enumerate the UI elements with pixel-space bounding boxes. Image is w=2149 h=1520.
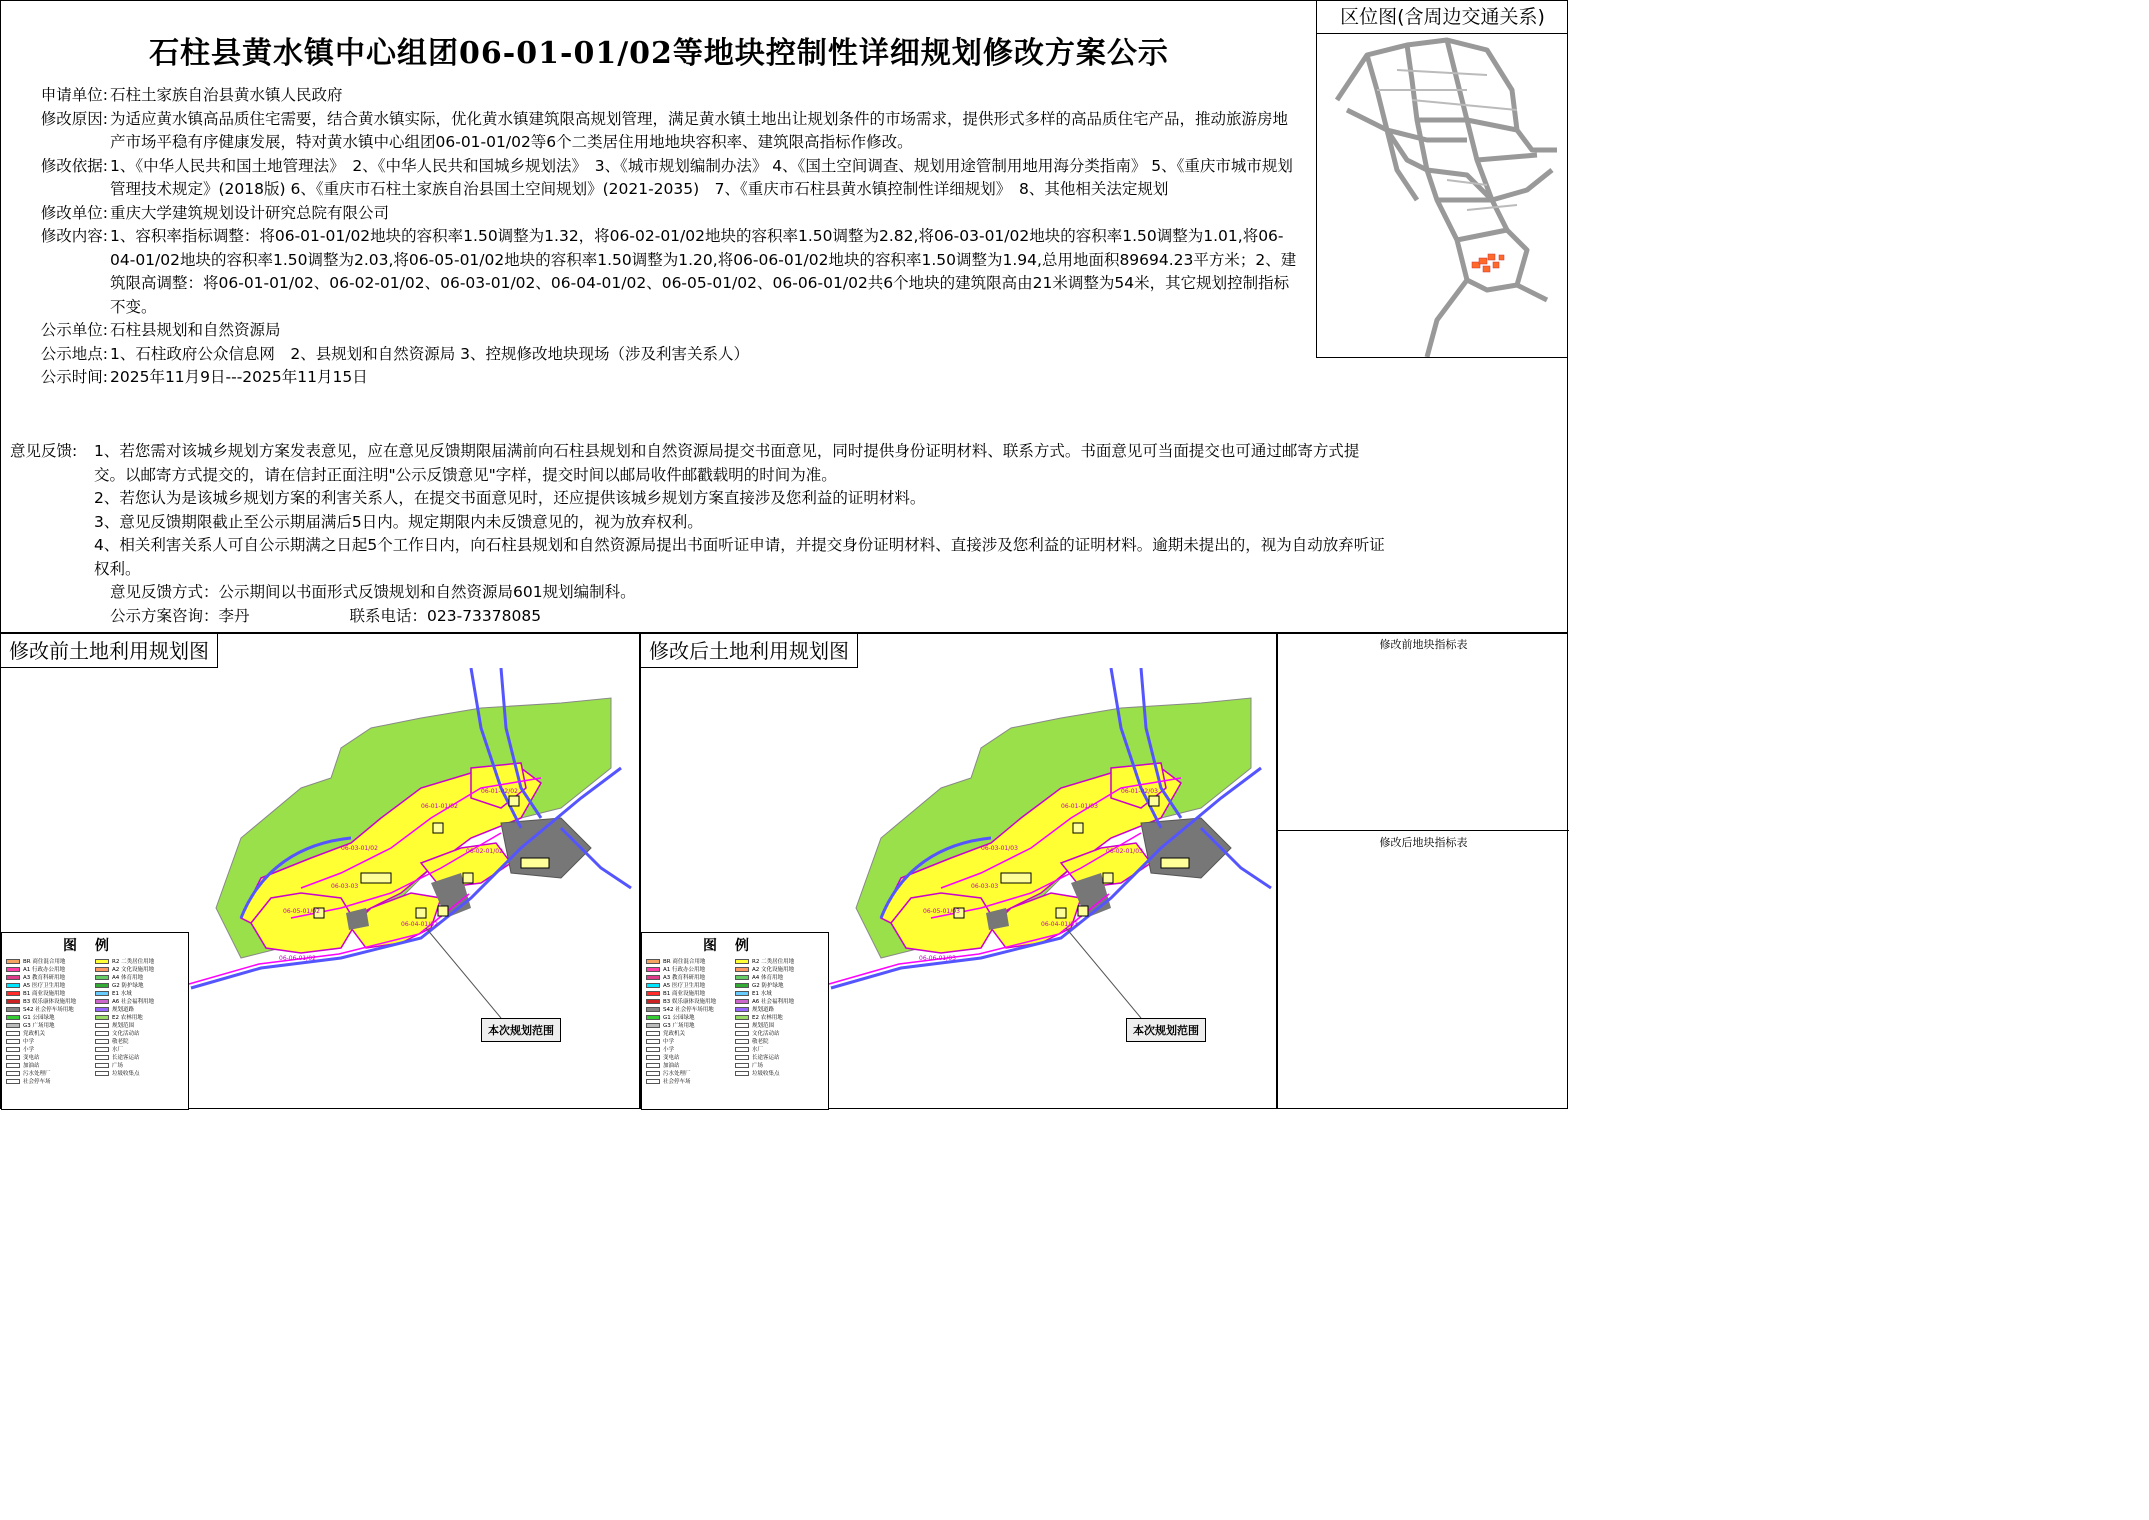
legend-swatch	[95, 1039, 109, 1044]
legend-swatch	[95, 1015, 109, 1020]
legend-swatch	[95, 959, 109, 964]
after-scope-label: 本次规划范围	[1126, 1018, 1206, 1042]
legend-swatch	[646, 967, 660, 972]
legend-swatch	[95, 991, 109, 996]
legend-label: 规划道路	[112, 1007, 135, 1013]
parcel-label: 06-03-01/03	[981, 845, 1018, 852]
row-value: 1、容积率指标调整：将06-01-01/02地块的容积率1.50调整为1.32，将06-02-01/02地块的容积率1.50调整为2.82,将06-03-01/02地块的容积率1.50调整为1.01,将06-04-01/02地块的容积率1.50调整为2.03,将06-05-01/02地块的容积率1.50调整为1.20,将06-06-01/02地块的容积率1.50调整为1.94,总用地面积89694.23平方米；2、建筑限高调整：将06-01-01/02、06-02-01/02、06-03-01/02、06-04-01/02、06-05-01/02、06-06-01/02共6个地块的建筑限高由21米调整为54米，其它规划控制指标不变。	[110, 227, 1297, 316]
legend-label: G3 广场用地	[23, 1023, 55, 1029]
legend-label: B3 娱乐康体设施用地	[663, 999, 717, 1005]
legend-item	[6, 1069, 95, 1077]
legend-label: 规划范围	[112, 1023, 135, 1029]
legend-swatch	[6, 1055, 20, 1060]
legend-swatch	[6, 1071, 20, 1076]
legend-swatch	[6, 1047, 20, 1052]
legend-label: R2 二类居住用地	[112, 959, 155, 965]
legend-item	[6, 1045, 95, 1053]
legend-label: A2 文化设施用地	[112, 967, 155, 973]
location-map-graphic	[1317, 0, 1568, 357]
legend-swatch	[735, 1047, 749, 1052]
legend-item	[95, 1061, 184, 1069]
legend-label: 污水处理厂	[23, 1071, 51, 1077]
info-row	[10, 225, 1310, 319]
info-row	[10, 155, 1310, 202]
parcel-label: 06-03-03	[971, 883, 999, 890]
row-value: 石柱土家族自治县黄水镇人民政府	[110, 86, 343, 104]
legend-label: A6 社会福利用地	[752, 999, 795, 1005]
legend-label: S42 社会停车场用地	[23, 1007, 74, 1013]
legend-item	[646, 957, 735, 965]
legend-label: 中学	[663, 1039, 675, 1045]
legend-item	[735, 1029, 824, 1037]
legend-label: BR 商住混合用地	[663, 959, 706, 965]
legend-swatch	[646, 999, 660, 1004]
legend-swatch	[6, 983, 20, 988]
legend-item	[95, 1021, 184, 1029]
legend-swatch	[735, 1063, 749, 1068]
legend-label: 规划道路	[752, 1007, 775, 1013]
legend-label: 长途客运站	[752, 1055, 780, 1061]
legend-item	[646, 1069, 735, 1077]
info-row	[10, 319, 1310, 343]
legend-label: E2 农林用地	[112, 1015, 143, 1021]
legend-swatch	[646, 1079, 660, 1084]
parcel-label: 06-02-01/03	[1106, 848, 1143, 855]
parcel-label: 06-06-01/03	[919, 955, 956, 962]
legend-label: 党政机关	[23, 1031, 46, 1037]
legend-item	[6, 1013, 95, 1021]
legend-swatch	[6, 1063, 20, 1068]
legend-label: A4 体育用地	[752, 975, 784, 981]
legend-swatch	[95, 983, 109, 988]
parcel-label: 06-02-01/02	[466, 848, 503, 855]
legend-title: 图例	[703, 938, 767, 954]
legend-swatch	[646, 1031, 660, 1036]
legend-label: 敬老院	[752, 1039, 769, 1045]
legend-label: 加油站	[663, 1063, 680, 1069]
parcel-label: 06-05-01/02	[283, 908, 320, 915]
legend-label: 小学	[23, 1047, 35, 1053]
page-title: 石柱县黄水镇中心组团06-01-01/02等地块控制性详细规划修改方案公示	[149, 36, 1169, 71]
info-block	[10, 84, 1310, 390]
feedback-contact	[10, 605, 1400, 629]
legend-item	[95, 997, 184, 1005]
legend-right-col	[95, 957, 184, 1085]
legend-item	[646, 1077, 735, 1085]
legend-swatch	[6, 1015, 20, 1020]
legend-label: A1 行政办公用地	[663, 967, 706, 973]
parcel-label: 06-04-01/03	[1041, 921, 1078, 928]
legend-label: 垃圾收集点	[752, 1071, 780, 1077]
legend-left-col	[646, 957, 735, 1085]
legend-swatch	[646, 975, 660, 980]
legend-swatch	[6, 1007, 20, 1012]
legend-item	[646, 973, 735, 981]
legend-swatch	[646, 959, 660, 964]
legend-label: G2 防护绿地	[752, 983, 784, 989]
legend-item	[735, 981, 824, 989]
legend-swatch	[6, 959, 20, 964]
legend-swatch	[646, 1023, 660, 1028]
feedback-block	[10, 440, 1400, 628]
row-label: 修改依据:	[40, 156, 108, 175]
parcel-label: 06-03-01/02	[341, 845, 378, 852]
parcel-label: 06-01-02/03	[1121, 788, 1158, 795]
legend-label: 党政机关	[663, 1031, 686, 1037]
legend-item	[735, 1045, 824, 1053]
feedback-p2: 2、若您认为是该城乡规划方案的利害关系人，在提交书面意见时，还应提供该城乡规划方案直接涉及您利益的证明材料。	[94, 489, 926, 507]
before-legend	[1, 932, 189, 1110]
parcel-label: 06-04-01/02	[401, 921, 438, 928]
legend-item	[6, 1021, 95, 1029]
legend-label: E1 水域	[752, 991, 772, 997]
legend-swatch	[646, 991, 660, 996]
before-map-title: 修改前土地利用规划图	[1, 634, 218, 668]
legend-item	[646, 1021, 735, 1029]
legend-item	[95, 1005, 184, 1013]
legend-label: A3 教育科研用地	[23, 975, 66, 981]
location-map-title: 区位图(含周边交通关系)	[1316, 0, 1568, 34]
legend-swatch	[735, 1039, 749, 1044]
after-map-panel	[640, 633, 1277, 1109]
info-row	[10, 343, 1310, 367]
legend-swatch	[95, 975, 109, 980]
row-value: 重庆大学建筑规划设计研究总院有限公司	[110, 203, 390, 222]
row-label: 公示时间:	[40, 368, 108, 386]
feedback-row	[10, 440, 1400, 487]
legend-item	[6, 1077, 95, 1085]
consult-text: 公示方案咨询：李丹	[110, 606, 250, 625]
legend-item	[735, 1053, 824, 1061]
legend-label: 变电站	[663, 1055, 680, 1061]
legend-item	[646, 997, 735, 1005]
legend-swatch	[6, 999, 20, 1004]
legend-label: G1 公园绿地	[23, 1015, 55, 1021]
legend-item	[6, 1053, 95, 1061]
legend-item	[6, 965, 95, 973]
legend-label: R2 二类居住用地	[752, 959, 795, 965]
parcel-label: 06-01-01/03	[1061, 803, 1098, 810]
legend-left-col	[6, 957, 95, 1085]
legend-swatch	[735, 1015, 749, 1020]
legend-item	[646, 981, 735, 989]
legend-item	[95, 973, 184, 981]
row-label: 公示地点:	[40, 344, 108, 363]
legend-item	[6, 1037, 95, 1045]
legend-label: G1 公园绿地	[663, 1015, 695, 1021]
feedback-p1: 1、若您需对该城乡规划方案发表意见，应在意见反馈期限届满前向石柱县规划和自然资源局提交书面意见，同时提供身份证明材料、联系方式。书面意见可当面提交也可通过邮寄方式提交。以邮寄方式提交的，请在信封正面注明"公示反馈意见"字样，提交时间以邮局收件邮戳载明的时间为准。	[94, 442, 1360, 484]
parcel-label: 06-01-02/02	[481, 788, 518, 795]
legend-item	[95, 1037, 184, 1045]
legend-item	[95, 981, 184, 989]
row-value: 2025年11月9日---2025年11月15日	[110, 368, 368, 386]
row-label: 修改单位:	[40, 203, 108, 222]
legend-label: G3 广场用地	[663, 1023, 695, 1029]
legend-swatch	[95, 999, 109, 1004]
info-row	[10, 202, 1310, 226]
legend-label: A1 行政办公用地	[23, 967, 66, 973]
legend-swatch	[646, 1007, 660, 1012]
legend-label: A5 医疗卫生用地	[23, 983, 66, 989]
legend-item	[735, 957, 824, 965]
legend-label: E1 水域	[112, 991, 132, 997]
legend-item	[95, 1053, 184, 1061]
before-index-title: 修改前地块指标表	[1379, 638, 1468, 651]
planning-site-marker	[1472, 254, 1504, 272]
legend-label: BR 商住混合用地	[23, 959, 66, 965]
legend-swatch	[646, 1047, 660, 1052]
legend-item	[646, 965, 735, 973]
legend-label: 中学	[23, 1039, 35, 1045]
legend-label: S42 社会停车场用地	[663, 1007, 714, 1013]
legend-label: B1 商业设施用地	[23, 991, 66, 997]
legend-item	[95, 1069, 184, 1077]
legend-label: A4 体育用地	[112, 975, 144, 981]
before-scope-label: 本次规划范围	[481, 1018, 561, 1042]
legend-item	[646, 1037, 735, 1045]
after-legend	[641, 932, 829, 1110]
legend-label: 敬老院	[112, 1039, 129, 1045]
legend-swatch	[6, 1023, 20, 1028]
info-row	[10, 366, 1310, 390]
feedback-method: 意见反馈方式：公示期间以书面形式反馈规划和自然资源局601规划编制科。	[110, 583, 636, 601]
legend-item	[95, 1013, 184, 1021]
legend-swatch	[95, 1047, 109, 1052]
legend-label: A6 社会福利用地	[112, 999, 155, 1005]
index-tables-panel	[1277, 633, 1568, 1109]
legend-swatch	[735, 1071, 749, 1076]
legend-swatch	[6, 975, 20, 980]
row-value: 石柱县规划和自然资源局	[110, 321, 281, 339]
after-index-title: 修改后地块指标表	[1379, 836, 1468, 849]
legend-swatch	[735, 967, 749, 972]
legend-item	[95, 965, 184, 973]
legend-item	[735, 1013, 824, 1021]
legend-label: A5 医疗卫生用地	[663, 983, 706, 989]
legend-item	[95, 1029, 184, 1037]
legend-item	[646, 1061, 735, 1069]
phone-text: 联系电话：023-73378085	[349, 606, 542, 625]
legend-label: 广场	[752, 1063, 764, 1069]
legend-item	[95, 1045, 184, 1053]
location-map	[1316, 0, 1568, 358]
info-row	[10, 108, 1310, 155]
row-value: 为适应黄水镇高品质住宅需要，结合黄水镇实际，优化黄水镇建筑限高规划管理，满足黄水镇土地出让规划条件的市场需求，提供形式多样的高品质住宅产品，推动旅游房地产市场平稳有序健康发展，特对黄水镇中心组团06-01-01/02等6个二类居住用地地块容积率、建筑限高指标作修改。	[110, 109, 1289, 151]
legend-item	[735, 1021, 824, 1029]
legend-item	[646, 989, 735, 997]
legend-item	[6, 989, 95, 997]
row-label: 公示单位:	[40, 321, 108, 339]
legend-label: B1 商业设施用地	[663, 991, 706, 997]
legend-swatch	[735, 975, 749, 980]
legend-title: 图例	[63, 938, 127, 954]
legend-label: 变电站	[23, 1055, 40, 1061]
row-value: 1、《中华人民共和国土地管理法》 2、《中华人民共和国城乡规划法》 3、《城市规划编制办法》 4、《国土空间调查、规划用途管制用地用海分类指南》 5、《重庆市城市规划管理技术规定》(2018版) 6、《重庆市石柱土家族自治县国土空间规划》(2021-2035) 7、《重庆市石柱县黄水镇控制性详细规划》 8、其他相关法定规划	[110, 156, 1293, 198]
info-row	[10, 84, 1310, 108]
legend-item	[6, 973, 95, 981]
legend-label: 小学	[663, 1047, 675, 1053]
legend-item	[646, 1013, 735, 1021]
legend-item	[6, 997, 95, 1005]
legend-swatch	[735, 999, 749, 1004]
legend-swatch	[735, 959, 749, 964]
legend-swatch	[6, 1039, 20, 1044]
legend-item	[646, 1005, 735, 1013]
legend-label: 污水处理厂	[663, 1071, 691, 1077]
legend-item	[6, 957, 95, 965]
parcel-label: 06-05-01/03	[923, 908, 960, 915]
legend-item	[735, 973, 824, 981]
legend-item	[735, 997, 824, 1005]
parcel-label: 06-06-01/02	[279, 955, 316, 962]
legend-label: 文化活动站	[112, 1031, 140, 1037]
legend-label: 规划范围	[752, 1023, 775, 1029]
feedback-p3: 3、意见反馈期限截止至公示期届满后5日内。规定期限内未反馈意见的，视为放弃权利。	[94, 512, 703, 531]
legend-item	[646, 1029, 735, 1037]
legend-swatch	[735, 983, 749, 988]
parcel-label: 06-03-03	[331, 883, 359, 890]
legend-item	[95, 957, 184, 965]
legend-label: 水厂	[112, 1047, 124, 1053]
legend-label: E2 农林用地	[752, 1015, 783, 1021]
legend-label: 文化活动站	[752, 1031, 780, 1037]
legend-item	[95, 989, 184, 997]
legend-item	[735, 965, 824, 973]
legend-label: G2 防护绿地	[112, 983, 144, 989]
legend-item	[646, 1053, 735, 1061]
row-label: 修改原因:	[40, 109, 108, 128]
legend-label: 广场	[112, 1063, 124, 1069]
after-map-title: 修改后土地利用规划图	[641, 634, 858, 668]
legend-swatch	[646, 1063, 660, 1068]
parcel-label: 06-01-01/02	[421, 803, 458, 810]
legend-swatch	[6, 1031, 20, 1036]
legend-swatch	[646, 983, 660, 988]
row-label: 修改内容:	[40, 227, 108, 245]
legend-swatch	[95, 967, 109, 972]
legend-label: 垃圾收集点	[112, 1071, 140, 1077]
legend-item	[735, 1061, 824, 1069]
legend-label: 社会停车场	[663, 1079, 691, 1085]
legend-swatch	[646, 1015, 660, 1020]
legend-swatch	[646, 1071, 660, 1076]
row-value: 1、石柱政府公众信息网 2、县规划和自然资源局 3、控规修改地块现场（涉及利害关系人）	[110, 344, 750, 363]
legend-swatch	[95, 1031, 109, 1036]
legend-label: A2 文化设施用地	[752, 967, 795, 973]
legend-item	[735, 1005, 824, 1013]
legend-swatch	[735, 1031, 749, 1036]
row-label: 申请单位:	[40, 86, 108, 104]
before-map-panel	[0, 633, 640, 1109]
legend-label: 水厂	[752, 1047, 764, 1053]
legend-item	[646, 1045, 735, 1053]
legend-item	[6, 981, 95, 989]
legend-right-col	[735, 957, 824, 1085]
feedback-p4: 4、相关利害关系人可自公示期满之日起5个工作日内，向石柱县规划和自然资源局提出书面听证申请，并提交身份证明材料、直接涉及您利益的证明材料。逾期未提出的，视为自动放弃听证权利。	[94, 536, 1385, 578]
legend-item	[735, 989, 824, 997]
legend-swatch	[735, 991, 749, 996]
legend-item	[735, 1037, 824, 1045]
legend-swatch	[95, 1023, 109, 1028]
feedback-label: 意见反馈:	[10, 442, 78, 460]
legend-swatch	[646, 1055, 660, 1060]
legend-swatch	[735, 1055, 749, 1060]
legend-swatch	[95, 1063, 109, 1068]
legend-swatch	[735, 1023, 749, 1028]
legend-label: 社会停车场	[23, 1079, 51, 1085]
legend-item	[6, 1029, 95, 1037]
legend-label: B3 娱乐康体设施用地	[23, 999, 77, 1005]
legend-item	[735, 1069, 824, 1077]
legend-swatch	[646, 1039, 660, 1044]
legend-label: 长途客运站	[112, 1055, 140, 1061]
legend-swatch	[6, 991, 20, 996]
legend-swatch	[95, 1055, 109, 1060]
legend-label: A3 教育科研用地	[663, 975, 706, 981]
legend-item	[6, 1005, 95, 1013]
legend-swatch	[735, 1007, 749, 1012]
legend-swatch	[6, 1079, 20, 1084]
legend-label: 加油站	[23, 1063, 40, 1069]
table-divider	[1278, 830, 1569, 831]
legend-swatch	[95, 1071, 109, 1076]
legend-item	[6, 1061, 95, 1069]
legend-swatch	[95, 1007, 109, 1012]
legend-swatch	[6, 967, 20, 972]
